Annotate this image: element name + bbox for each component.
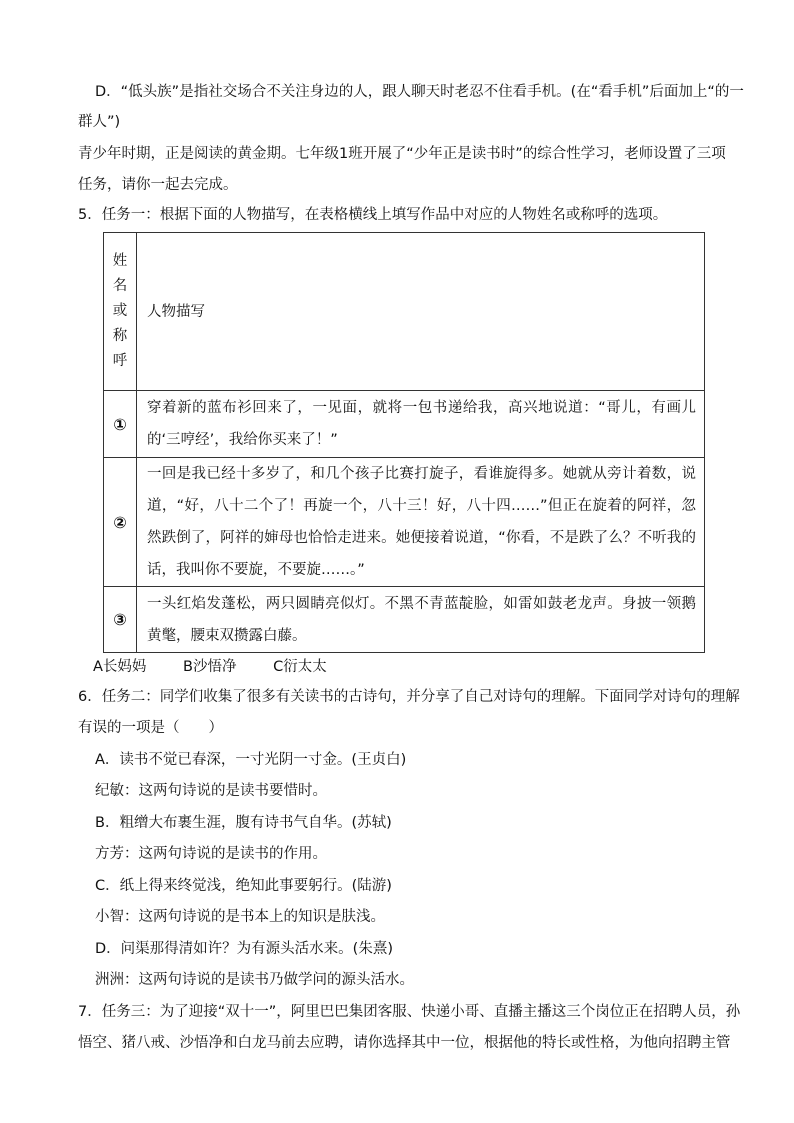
q7-line2: 悟空、猪八戒、沙悟净和白龙马前去应聘，请你选择其中一位，根据他的特长或性格，为他向招聘主管	[78, 1035, 731, 1051]
header-desc-cell: 人物描写	[137, 233, 705, 391]
row-description: 一头红焰发蓬松，两只圆睛亮似灯。不黑不青蓝靛脸，如雷如鼓老龙声。身披一领鹅黄氅，腰束双攒露白藤。	[137, 587, 705, 653]
q5-option-b: B沙悟净	[183, 659, 237, 675]
q7-line1: 7．任务三：为了迎接“双十一”，阿里巴巴集团客服、快递小哥、直播主播这三个岗位正在招聘人员，孙	[78, 1004, 741, 1020]
q6-stem-line1: 6．任务二：同学们收集了很多有关读书的古诗句，并分享了自己对诗句的理解。下面同学对诗句的理解	[78, 689, 740, 705]
q6-option-b: B．粗缯大布裹生涯，腹有诗书气自华。(苏轼)	[95, 815, 392, 831]
q4-option-d-line2: 群人”)	[78, 114, 121, 130]
q5-option-a: A长妈妈	[93, 659, 147, 675]
q4-option-d-line1: D．“低头族”是指社交场合不关注身边的人，跟人聊天时老忍不住看手机。(在“看手机”后面加上“的一	[95, 84, 744, 100]
q5-stem: 5．任务一：根据下面的人物描写，在表格横线上填写作品中对应的人物姓名或称呼的选项。	[78, 207, 668, 223]
q5-options	[93, 657, 359, 677]
row-description: 穿着新的蓝布衫回来了，一见面，就将一包书递给我，高兴地说道：“哥儿，有画儿的‘三哼经’，我给你买来了！”	[137, 391, 705, 458]
intro-line1: 青少年时期，正是阅读的黄金期。七年级1班开展了“少年正是读书时”的综合性学习，老师设置了三项	[78, 146, 726, 162]
q6-option-d: D．问渠那得清如许？为有源头活水来。(朱熹)	[95, 941, 393, 957]
q5-option-c: C衍太太	[273, 659, 327, 675]
table-row	[104, 587, 705, 653]
table-row	[104, 458, 705, 587]
row-description: 一回是我已经十多岁了，和几个孩子比赛打旋子，看谁旋得多。她就从旁计着数，说道，“好，八十二个了！再旋一个，八十三！好，八十四……”但正在旋着的阿祥，忽然跌倒了，阿祥的婶母也恰恰走进来。她便接着说道，“你看，不是跌了么？不听我的话，我叫你不要旋，不要旋……。”	[137, 458, 705, 587]
character-description-table	[103, 232, 705, 653]
header-name-cell: 姓 名 或 称 呼	[104, 233, 137, 391]
table-header-row	[104, 233, 705, 391]
q6-comment-d: 洲洲：这两句诗说的是读书乃做学问的源头活水。	[95, 972, 414, 988]
row-number: ③	[104, 587, 137, 653]
row-number: ①	[104, 391, 137, 458]
q6-comment-b: 方芳：这两句诗说的是读书的作用。	[95, 846, 327, 862]
q6-option-c: C．纸上得来终觉浅，绝知此事要躬行。(陆游)	[95, 878, 392, 894]
intro-line2: 任务，请你一起去完成。	[78, 177, 238, 193]
q6-comment-c: 小智：这两句诗说的是书本上的知识是肤浅。	[95, 909, 385, 925]
row-number: ②	[104, 458, 137, 587]
q6-option-a: A．读书不觉已春深，一寸光阴一寸金。(王贞白)	[95, 752, 407, 768]
q6-stem-line2: 有误的一项是（ ）	[78, 720, 223, 736]
q6-comment-a: 纪敏：这两句诗说的是读书要惜时。	[95, 783, 327, 799]
table-row	[104, 391, 705, 458]
